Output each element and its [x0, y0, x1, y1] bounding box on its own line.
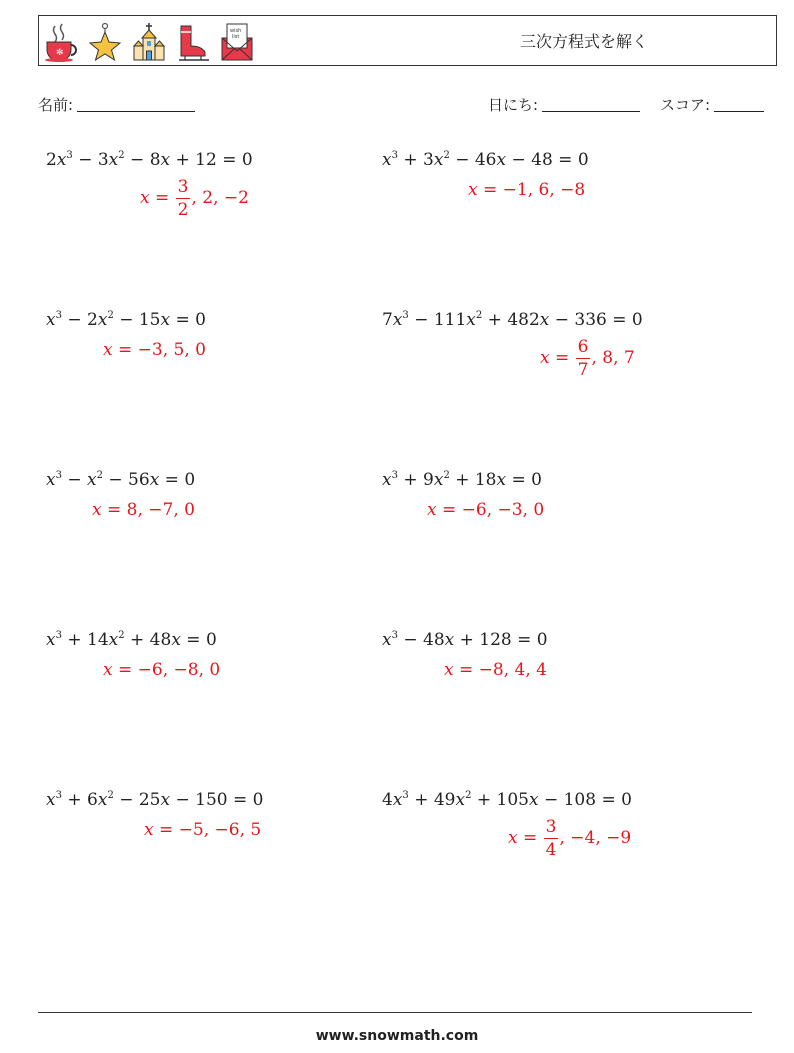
answer: x = $\frac{3}{4}$ , −4, −9 — [508, 817, 632, 860]
equation: $7x^3 - 111x^2 + 482x - 336 = 0$ — [382, 310, 643, 330]
answer: x = $\frac{3}{2}$ , 2, −2 — [140, 177, 249, 220]
worksheet-header — [38, 15, 777, 66]
worksheet-title: 三次方程式を解く — [519, 32, 648, 51]
answer: x = −3, 5, 0 — [103, 340, 206, 360]
star-ornament-icon — [87, 22, 123, 62]
answer: x = −6, −3, 0 — [427, 500, 545, 520]
equation: $2x^3 - 3x^2 - 8x + 12 = 0$ — [46, 150, 253, 170]
score-field — [660, 94, 764, 115]
score-blank[interactable] — [714, 97, 764, 112]
date-blank[interactable] — [542, 97, 640, 112]
header-icons — [43, 22, 255, 62]
answer: x = −1, 6, −8 — [468, 180, 586, 200]
wish-list-letter-icon — [219, 22, 255, 62]
equation: $x^3 + 6x^2 - 25x - 150 = 0$ — [46, 790, 264, 810]
equation: $x^3 - x^2 - 56x = 0$ — [46, 470, 196, 490]
answer: x = 8, −7, 0 — [92, 500, 195, 520]
svg-text:list: list — [232, 34, 240, 40]
date-field — [488, 94, 640, 115]
answer: x = −8, 4, 4 — [444, 660, 547, 680]
name-label: 名前: — [38, 96, 74, 114]
answer: x = −6, −8, 0 — [103, 660, 221, 680]
answer: x = −5, −6, 5 — [144, 820, 262, 840]
church-icon — [131, 22, 167, 62]
score-label: スコア: — [660, 96, 711, 114]
ice-skate-icon — [175, 22, 211, 62]
date-label: 日にち: — [488, 96, 539, 114]
svg-text:✼: ✼ — [56, 48, 64, 58]
name-blank[interactable] — [77, 97, 195, 112]
svg-text:wish: wish — [230, 28, 242, 34]
answer: x = $\frac{6}{7}$ , 8, 7 — [540, 337, 635, 380]
equation: $x^3 - 48x + 128 = 0$ — [382, 630, 548, 650]
equation: $x^3 + 9x^2 + 18x = 0$ — [382, 470, 542, 490]
equation: $x^3 + 14x^2 + 48x = 0$ — [46, 630, 217, 650]
equation: $4x^3 + 49x^2 + 105x - 108 = 0$ — [382, 790, 632, 810]
equation: $x^3 - 2x^2 - 15x = 0$ — [46, 310, 206, 330]
name-field — [38, 94, 195, 115]
footer-divider — [38, 1012, 752, 1013]
footer-url: www.snowmath.com — [315, 1028, 479, 1044]
equation: $x^3 + 3x^2 - 46x - 48 = 0$ — [382, 150, 589, 170]
tea-cup-icon — [43, 22, 79, 62]
